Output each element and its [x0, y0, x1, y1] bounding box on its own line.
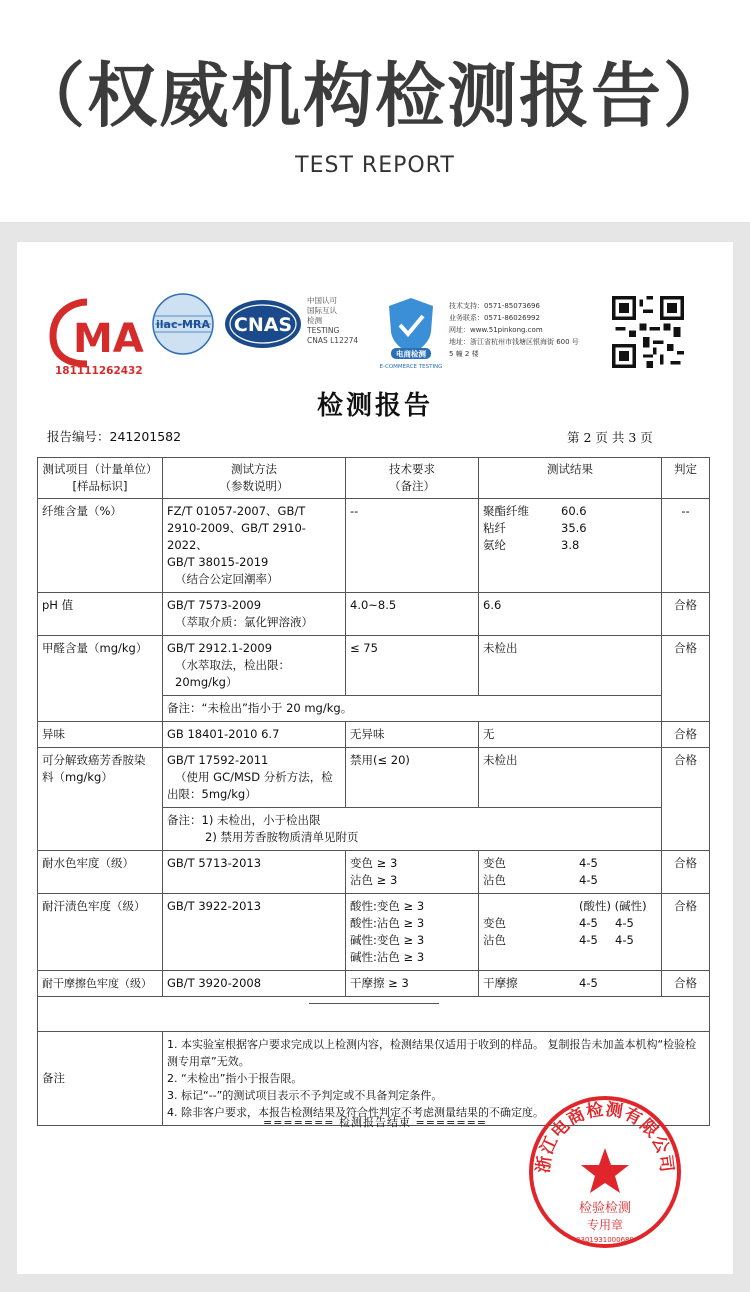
row-verdict: 合格	[662, 636, 710, 722]
logo-bar	[17, 282, 733, 382]
cma-logo	[47, 296, 157, 376]
table-row	[38, 851, 710, 894]
row-requirement: ≤ 75	[346, 636, 479, 696]
table-row	[38, 593, 710, 636]
row-verdict: 合格	[662, 894, 710, 971]
report-end-marker: ======= 检测报告结束 =======	[262, 1116, 488, 1129]
table-row	[38, 636, 710, 696]
row-verdict: 合格	[662, 748, 710, 851]
header-requirement: 技术要求 （备注）	[346, 458, 479, 499]
svg-text:E-COMMERCE TESTING: E-COMMERCE TESTING	[379, 364, 443, 370]
contact-info: 技术支持：0571-85073696 业务联系：0571-86026992 网址：www.51pinkong.com 地址：浙江省杭州市钱塘区银海街 600 号 5 幢 2 楼	[449, 302, 579, 358]
divider	[309, 1003, 439, 1004]
svg-text:专用章: 专用章	[586, 1218, 624, 1232]
svg-text:ilac-MRA: ilac-MRA	[156, 318, 210, 331]
row-result: 无	[479, 722, 662, 748]
row-verdict: --	[662, 499, 710, 593]
table-row	[38, 722, 710, 748]
row-requirement: 变色 ≥ 3 沾色 ≥ 3	[346, 851, 479, 894]
row-requirement: 酸性:变色 ≥ 3 酸性:沾色 ≥ 3 碱性:变色 ≥ 3 碱性:沾色 ≥ 3	[346, 894, 479, 971]
remarks-label: 备注	[38, 1032, 163, 1126]
row-result: 6.6	[479, 593, 662, 636]
row-method: FZ/T 01057-2007、GB/T 2910-2009、GB/T 2910-2022、 GB/T 38015-2019 （结合公定回潮率）	[163, 499, 346, 593]
table-row	[38, 971, 710, 997]
remarks-content: 1. 本实验室根据客户要求完成以上检测内容，检测结果仅适用于收到的样品。 复制报告未加盖本机构“检验检测专用章”无效。 2. “未检出”指小于报告限。 3. 标记“--”的测试项目表示不予判定或不具备判定条件。 4. 除非客户要求，本报告检测结果及符合性判定不考虑测量结果的不确定度。	[163, 1032, 710, 1126]
svg-text:MA: MA	[73, 316, 144, 362]
row-item: 可分解致癌芳香胺染 料（mg/kg）	[38, 748, 163, 851]
row-method: GB/T 5713-2013	[163, 851, 346, 894]
row-result: 未检出	[479, 636, 662, 696]
row-result: 变色 4-5 沾色 4-5	[479, 851, 662, 894]
qr-code[interactable]	[612, 296, 684, 368]
svg-text:CNAS: CNAS	[233, 314, 293, 336]
results-table	[37, 457, 710, 1126]
row-verdict: 合格	[662, 593, 710, 636]
table-row	[38, 499, 710, 593]
official-seal	[525, 1092, 685, 1252]
row-verdict: 合格	[662, 971, 710, 997]
row-result: 干摩擦 4-5	[479, 971, 662, 997]
document-title: 检测报告	[316, 391, 433, 421]
blank-cell	[38, 997, 710, 1032]
row-method: GB/T 3922-2013	[163, 894, 346, 971]
row-note: 备注：“未检出”指小于 20 mg/kg。	[163, 696, 662, 722]
row-method: GB/T 17592-2011 （使用 GC/MSD 分析方法，检 出限：5mg/kg）	[163, 748, 346, 808]
cnas-logo	[223, 298, 303, 350]
row-item: 耐汗渍色牢度（级）	[38, 894, 163, 971]
row-requirement: 无异味	[346, 722, 479, 748]
header-verdict: 判定	[662, 458, 710, 499]
row-note: 备注：1) 未检出，小于检出限 2) 禁用芳香胺物质清单见附页	[163, 808, 662, 851]
row-result: (酸性) (碱性) 变色 4-5 4-5 沾色 4-5 4-5	[479, 894, 662, 971]
header-result: 测试结果	[479, 458, 662, 499]
report-page	[17, 242, 733, 1274]
row-item: 耐干摩擦色牢度（级）	[38, 971, 163, 997]
report-number: 报告编号：241201582	[47, 429, 182, 444]
svg-text:电商检测: 电商检测	[396, 349, 426, 359]
svg-text:3301931000689: 3301931000689	[576, 1236, 634, 1244]
row-item: 异味	[38, 722, 163, 748]
seal-star-icon	[581, 1148, 629, 1193]
svg-text:浙江电商检测有限公司: 浙江电商检测有限公司	[533, 1099, 677, 1175]
table-blank-row	[38, 997, 710, 1032]
ecommerce-testing-logo	[371, 292, 451, 372]
row-method: GB 18401-2010 6.7	[163, 722, 346, 748]
cnas-accreditation-text: 中国认可 国际互认 检测 TESTING CNAS L12274	[307, 296, 359, 345]
row-requirement: 干摩擦 ≥ 3	[346, 971, 479, 997]
hero-banner	[0, 0, 750, 222]
header-item: 测试项目（计量单位） [样品标识]	[38, 458, 163, 499]
row-requirement: --	[346, 499, 479, 593]
table-row	[38, 748, 710, 808]
row-result: 聚酯纤维 60.6 粘纤 35.6 氨纶 3.8	[479, 499, 662, 593]
svg-text:检验检测: 检验检测	[578, 1201, 632, 1216]
header-method: 测试方法 （参数说明）	[163, 458, 346, 499]
page-indicator: 第 2 页 共 3 页	[567, 430, 653, 445]
row-method: GB/T 3920-2008	[163, 971, 346, 997]
row-item: 纤维含量（%）	[38, 499, 163, 593]
hero-title: （权威机构检测报告）	[15, 55, 735, 137]
row-item: pH 值	[38, 593, 163, 636]
svg-text:181111262432: 181111262432	[55, 365, 143, 376]
row-method: GB/T 7573-2009 （萃取介质：氯化钾溶液）	[163, 593, 346, 636]
table-header-row	[38, 458, 710, 499]
row-item: 耐水色牢度（级）	[38, 851, 163, 894]
row-requirement: 禁用(≤ 20)	[346, 748, 479, 808]
row-verdict: 合格	[662, 851, 710, 894]
table-row	[38, 894, 710, 971]
row-verdict: 合格	[662, 722, 710, 748]
row-method: GB/T 2912.1-2009 （水萃取法，检出限：20mg/kg）	[163, 636, 346, 696]
row-item: 甲醛含量（mg/kg）	[38, 636, 163, 722]
ilac-mra-logo	[151, 292, 215, 356]
hero-subtitle: TEST REPORT	[295, 153, 455, 178]
row-result: 未检出	[479, 748, 662, 808]
row-requirement: 4.0~8.5	[346, 593, 479, 636]
